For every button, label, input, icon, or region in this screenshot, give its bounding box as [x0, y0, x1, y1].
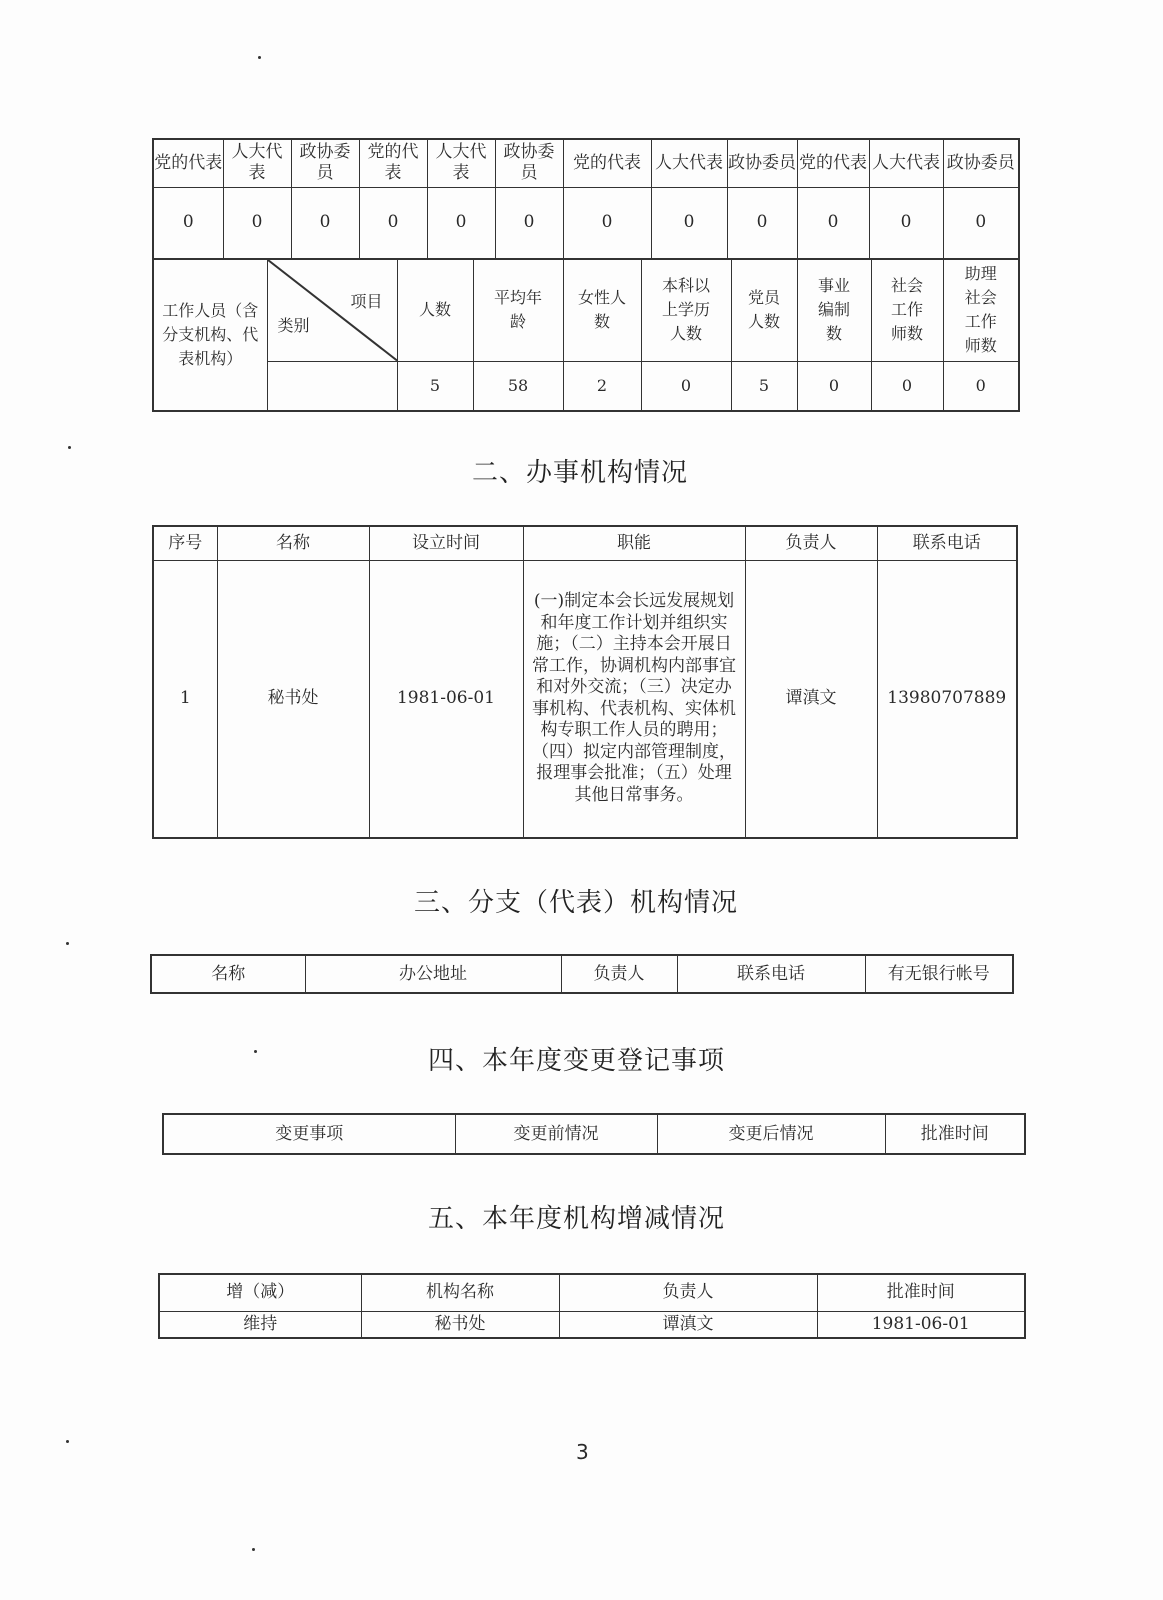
rep-header: 人大代表 [427, 139, 495, 187]
rep-header: 政协委员 [291, 139, 359, 187]
org-change-header: 负责人 [559, 1274, 817, 1311]
branch-table [150, 954, 1014, 994]
branch-header: 有无银行帐号 [865, 955, 1013, 993]
rep-value: 0 [797, 187, 869, 259]
staff-value: 5 [731, 361, 797, 411]
rep-header: 党的代表 [153, 139, 223, 187]
rep-value: 0 [291, 187, 359, 259]
office-header: 序号 [153, 526, 217, 560]
rep-value-row [153, 187, 1019, 259]
org-change-person: 谭滇文 [559, 1311, 817, 1338]
org-change-header: 机构名称 [361, 1274, 559, 1311]
representatives-table [152, 138, 1020, 260]
staff-row-label: 工作人员（含分支机构、代表机构） [153, 259, 267, 411]
rep-value: 0 [153, 187, 223, 259]
rep-value: 0 [427, 187, 495, 259]
staff-value: 2 [563, 361, 641, 411]
staff-value: 5 [397, 361, 473, 411]
change-header: 变更后情况 [657, 1114, 885, 1154]
staff-table [152, 258, 1020, 412]
change-header: 变更前情况 [455, 1114, 657, 1154]
branch-header: 负责人 [561, 955, 677, 993]
scan-speck [68, 446, 71, 449]
rep-header: 政协委员 [727, 139, 797, 187]
staff-value: 0 [943, 361, 1019, 411]
office-header: 职能 [523, 526, 745, 560]
page-number: 3 [576, 1440, 589, 1464]
org-change-row [159, 1311, 1025, 1338]
branch-header: 联系电话 [677, 955, 865, 993]
staff-value: 0 [641, 361, 731, 411]
office-header: 联系电话 [877, 526, 1017, 560]
staff-value: 58 [473, 361, 563, 411]
scan-speck [66, 1440, 69, 1443]
staff-header: 人数 [397, 259, 473, 361]
staff-header: 社会工作师数 [871, 259, 943, 361]
rep-header: 党的代表 [359, 139, 427, 187]
section5-title: 五、本年度机构增减情况 [428, 1204, 726, 1234]
staff-diagonal-header [267, 259, 397, 361]
branch-header: 名称 [151, 955, 305, 993]
staff-value: 0 [797, 361, 871, 411]
staff-header: 本科以上学历人数 [641, 259, 731, 361]
rep-value: 0 [223, 187, 291, 259]
section2-title: 二、办事机构情况 [472, 458, 689, 488]
office-phone: 13980707889 [877, 560, 1017, 838]
rep-header: 党的代表 [797, 139, 869, 187]
office-header: 名称 [217, 526, 369, 560]
section4-title: 四、本年度变更登记事项 [428, 1046, 726, 1076]
scan-speck [252, 1548, 255, 1551]
rep-value: 0 [869, 187, 943, 259]
rep-value: 0 [359, 187, 427, 259]
office-established: 1981-06-01 [369, 560, 523, 838]
staff-empty-cell [267, 361, 397, 411]
rep-header: 人大代表 [869, 139, 943, 187]
rep-value: 0 [727, 187, 797, 259]
office-header: 负责人 [745, 526, 877, 560]
staff-header: 女性人数 [563, 259, 641, 361]
office-name: 秘书处 [217, 560, 369, 838]
office-header: 设立时间 [369, 526, 523, 560]
org-change-header: 增（减） [159, 1274, 361, 1311]
staff-header: 平均年龄 [473, 259, 563, 361]
branch-header: 办公地址 [305, 955, 561, 993]
rep-value: 0 [943, 187, 1019, 259]
rep-header: 人大代表 [223, 139, 291, 187]
org-change-table [158, 1273, 1026, 1339]
org-change-org: 秘书处 [361, 1311, 559, 1338]
staff-header: 事业编制数 [797, 259, 871, 361]
rep-header: 政协委员 [495, 139, 563, 187]
diag-item-label: 项目 [350, 292, 383, 311]
scan-speck [258, 56, 261, 59]
rep-header: 政协委员 [943, 139, 1019, 187]
staff-header: 助理社会工作师数 [943, 259, 1019, 361]
diag-category-label: 类别 [277, 316, 310, 335]
scan-speck [66, 942, 69, 945]
rep-value: 0 [651, 187, 727, 259]
change-header: 变更事项 [163, 1114, 455, 1154]
staff-header: 党员人数 [731, 259, 797, 361]
org-change-type: 维持 [159, 1311, 361, 1338]
change-table [162, 1113, 1026, 1155]
office-table [152, 525, 1018, 839]
scan-speck [254, 1050, 257, 1053]
rep-value: 0 [495, 187, 563, 259]
change-header: 批准时间 [885, 1114, 1025, 1154]
rep-value: 0 [563, 187, 651, 259]
section3-title: 三、分支（代表）机构情况 [414, 888, 739, 918]
office-index: 1 [153, 560, 217, 838]
rep-header-row [153, 139, 1019, 187]
rep-header: 党的代表 [563, 139, 651, 187]
rep-header: 人大代表 [651, 139, 727, 187]
office-duties: (一)制定本会长远发展规划和年度工作计划并组织实施；（二）主持本会开展日常工作，协调机构内部事宜和对外交流；（三）决定办事机构、代表机构、实体机构专职工作人员的聘用；（四）拟定内部管理制度，报理事会批准；（五）处理其他日常事务。 [523, 560, 745, 838]
org-change-header: 批准时间 [817, 1274, 1025, 1311]
staff-value: 0 [871, 361, 943, 411]
office-row [153, 560, 1017, 838]
org-change-date: 1981-06-01 [817, 1311, 1025, 1338]
office-person: 谭滇文 [745, 560, 877, 838]
